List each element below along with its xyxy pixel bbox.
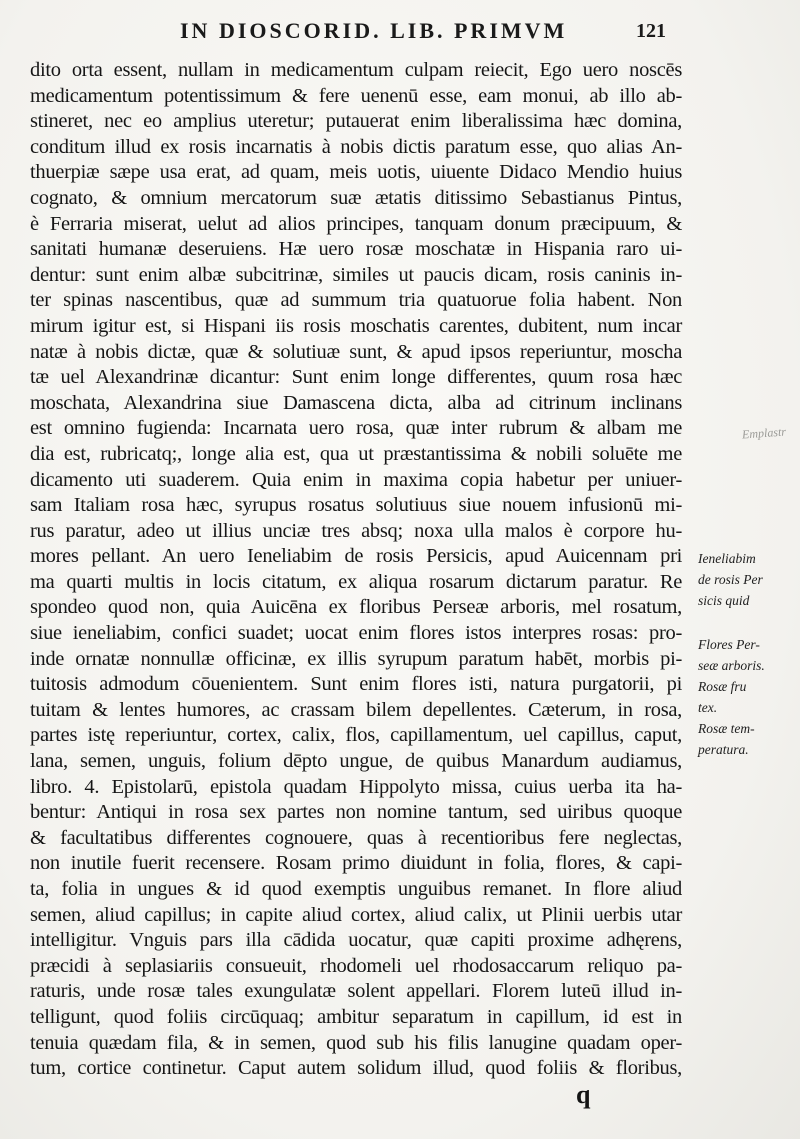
margin-note-line: peratura.	[698, 742, 749, 757]
text-line: semen, aliud capillus; in capite aliud cortex, aliud calix, ut Plinii uerbis utar	[30, 903, 682, 926]
text-line: intelligitur. Vnguis pars illa cādida uocatur, quæ capiti proxime adhęrens,	[30, 929, 682, 952]
text-line: mirum igitur est, si Hispani iis rosis moschatis carentes, dubitent, num incar	[30, 314, 682, 337]
text-line: ter spinas nascentibus, quæ ad summum tria quatuorue folia habent. Non	[30, 289, 682, 312]
text-line: telligunt, quod foliis circūquaq; ambitur separatum in capillum, id est in	[30, 1005, 682, 1028]
text-line: moschata, Alexandrina siue Damascena dicta, alba ad citrinum inclinans	[30, 391, 682, 414]
text-line: præcidi à seplasiariis consueuit, rhodomeli uel rhodosaccarum reliquo pa-	[30, 954, 682, 977]
text-line: ta, folia in ungues & id quod exemptis unguibus remanet. In flore aliud	[30, 878, 682, 900]
text-line: inde ornatæ nonnullæ officinæ, ex illis syrupum paratum habēt, morbis pi-	[30, 647, 682, 670]
text-line: è Ferraria miserat, uelut ad alios principes, tanquam donum præcipuum, &	[30, 212, 682, 235]
text-line: & facultatibus differentes cognouere, quas à recentioribus fere neglectas,	[30, 826, 682, 849]
text-line: tuitosis admodum cōuenientem. Sunt enim flores isti, natura purgatorii, pi	[30, 673, 682, 696]
text-line: tenuia quædam fila, & in semen, quod sub his filis lanugine quadam oper-	[30, 1031, 682, 1054]
text-line: dito orta essent, nullam in medicamentum culpam reiecit, Ego uero noscēs	[30, 59, 682, 81]
text-line: cognato, & omnium mercatorum suæ ætatis ditissimo Sebastianus Pintus,	[30, 186, 682, 209]
faint-margin-mark: Emplastr	[741, 424, 787, 442]
text-line: conditum illud ex rosis incarnatis à nobis dictis paratum esse, quo alias An-	[30, 135, 682, 158]
text-line: medicamentum potentissimum & fere uenenū esse, eam monui, ab illo ab-	[30, 84, 682, 107]
text-line: ma quarti multis in locis citatum, ex aliqua rosarum dictarum paratur. Re	[30, 570, 682, 593]
signature-mark: q	[576, 1080, 591, 1109]
margin-note-line: tex.	[698, 700, 718, 715]
margin-note-line: Rosæ tem-	[698, 721, 755, 736]
text-line: siue ieneliabim, confici suadet; uocat enim flores istos interpres rosas: pro-	[30, 622, 682, 645]
margin-note-line: de rosis Per	[698, 572, 763, 587]
text-line: sanitati humanæ deseruiens. Hæ uero rosæ moschatæ in Hispania raro ui-	[30, 238, 682, 261]
running-head: IN DIOSCORID. LIB. PRIMVM	[180, 18, 568, 43]
body-text-block	[30, 58, 682, 1082]
text-line: bentur: Antiqui in rosa sex partes non nomine tantum, sed uiribus quoque	[30, 801, 682, 824]
margin-note-ieneliabim	[698, 548, 794, 611]
margin-note-line: seæ arboris.	[698, 658, 765, 673]
text-line: thuerpiæ sæpe usa erat, ad quam, meis uotis, uiuente Didaco Mendio huius	[30, 161, 682, 184]
text-line: natæ à nobis dictæ, quæ & solutiuæ sunt, & apud ipsos reperiuntur, moscha	[30, 340, 682, 363]
text-line: partes istę reperiuntur, cortex, calix, flos, capillamentum, uel capillus, caput,	[30, 724, 682, 747]
text-line: dicamento uti suaderem. Quia enim in maxima copia habetur per uniuer-	[30, 468, 682, 491]
margin-note-line: Flores Per-	[698, 637, 760, 652]
text-line: tuitam & lentes humores, ac crassam bilem depellentes. Cæterum, in rosa,	[30, 698, 682, 721]
text-line: non inutile fuerit recensere. Rosam primo diuidunt in folia, flores, & capi-	[30, 852, 682, 875]
text-line: rus paratur, adeo ut illius unciæ tres absq; noxa ulla malos è corpore hu-	[30, 519, 682, 542]
text-line: tum, cortice continetur. Caput autem solidum illud, quod foliis & floribus,	[30, 1057, 682, 1080]
text-line: dia est, rubricatq;, longe alia est, qua ut præstantissima & nobili soluēte me	[30, 442, 682, 465]
text-line: lana, semen, unguis, folium dēpto ungue, de quibus Manardum audiamus,	[30, 750, 682, 773]
text-line: mores pellant. An uero Ieneliabim de rosis Persicis, apud Auicennam pri	[30, 545, 682, 568]
text-line: spondeo quod non, quia Auicēna ex floribus Perseæ arboris, mel rosatum,	[30, 596, 682, 619]
text-line: sam Italiam rosa hæc, syrupus rosatus solutiuus siue nouem infusionū mi-	[30, 494, 682, 517]
margin-note-line: sicis quid	[698, 593, 750, 608]
text-line: raturis, unde rosæ tales exungulatæ solent appellari. Florem luteū illud in-	[30, 980, 682, 1003]
page-number: 121	[636, 20, 666, 42]
text-line: libro. 4. Epistolarū, epistola quadam Hippolyto missa, cuius uerba ita ha-	[30, 775, 682, 798]
margin-note-flores	[698, 634, 794, 760]
margin-note-line: Rosæ fru	[698, 679, 747, 694]
text-line: tæ uel Alexandrinæ dicantur: Sunt enim longe differentes, quum rosa hæc	[30, 366, 682, 389]
text-line: est omnino fugienda: Incarnata uero rosa, quæ inter rubrum & albam me	[30, 417, 682, 440]
text-line: dentur: sunt enim albæ subcitrinæ, similes ut paucis dicam, rosis caninis in-	[30, 263, 682, 286]
margin-note-line: Ieneliabim	[698, 551, 756, 566]
text-line: stineret, nec eo amplius uteretur; putauerat enim liberalissima hæc domina,	[30, 110, 682, 133]
